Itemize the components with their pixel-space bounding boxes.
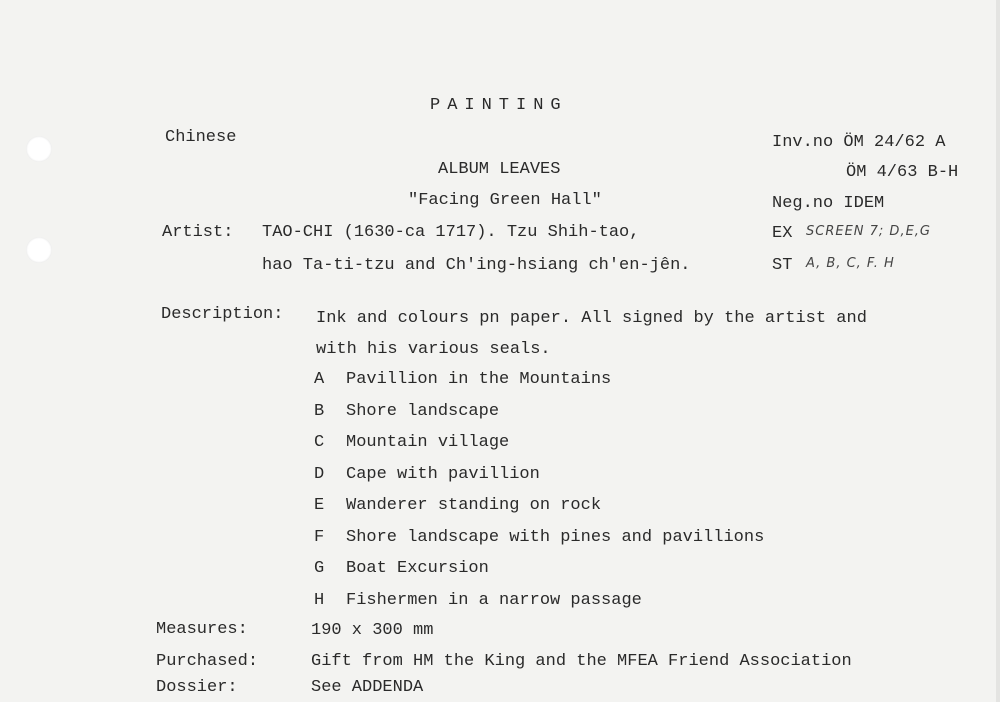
leaf-letter: E bbox=[314, 496, 325, 515]
punch-hole-top bbox=[26, 136, 52, 162]
artist-line-1: TAO-CHI (1630-ca 1717). Tzu Shih-tao, bbox=[262, 223, 640, 242]
st-label: ST bbox=[772, 256, 793, 275]
artist-label: Artist: bbox=[162, 223, 234, 242]
leaf-letter: G bbox=[314, 559, 325, 578]
inventory-number-1: Inv.no ÖM 24/62 A bbox=[772, 133, 946, 152]
leaf-title: Wanderer standing on rock bbox=[346, 496, 602, 515]
leaf-letter: D bbox=[314, 465, 325, 484]
leaf-title: Shore landscape bbox=[346, 402, 500, 421]
card-edge bbox=[996, 0, 1000, 702]
leaf-title: Pavillion in the Mountains bbox=[346, 370, 612, 389]
measures-value: 190 x 300 mm bbox=[311, 621, 434, 640]
description-line-1: Ink and colours pn paper. All signed by the artist and bbox=[316, 309, 867, 328]
leaf-letter: B bbox=[314, 402, 325, 421]
negative-number: Neg.no IDEM bbox=[772, 194, 885, 213]
ex-handwritten-note: SCREEN 7; D,E,G bbox=[806, 224, 931, 239]
dossier-label: Dossier: bbox=[156, 678, 238, 697]
leaf-letter: H bbox=[314, 591, 325, 610]
card-title: PAINTING bbox=[430, 96, 568, 115]
measures-label: Measures: bbox=[156, 620, 248, 639]
leaf-letter: A bbox=[314, 370, 325, 389]
leaf-title: Fishermen in a narrow passage bbox=[346, 591, 642, 610]
leaf-title: Mountain village bbox=[346, 433, 510, 452]
artist-line-2: hao Ta-ti-tzu and Ch'ing-hsiang ch'en-jên. bbox=[262, 256, 691, 275]
work-title: "Facing Green Hall" bbox=[408, 191, 602, 210]
ex-label: EX bbox=[772, 224, 793, 243]
punch-hole-bottom bbox=[26, 237, 52, 263]
description-label: Description: bbox=[161, 305, 284, 324]
leaf-letter: C bbox=[314, 433, 325, 452]
purchased-label: Purchased: bbox=[156, 652, 259, 671]
inventory-number-2: ÖM 4/63 B-H bbox=[846, 163, 959, 182]
album-subtitle: ALBUM LEAVES bbox=[438, 160, 561, 179]
dossier-value: See ADDENDA bbox=[311, 678, 424, 697]
leaf-title: Shore landscape with pines and pavillions bbox=[346, 528, 765, 547]
description-line-2: with his various seals. bbox=[316, 340, 551, 359]
leaf-letter: F bbox=[314, 528, 325, 547]
st-handwritten-note: A, B, C, F. H bbox=[806, 256, 895, 271]
origin-label: Chinese bbox=[165, 128, 237, 147]
leaf-title: Cape with pavillion bbox=[346, 465, 540, 484]
leaf-title: Boat Excursion bbox=[346, 559, 489, 578]
purchased-value: Gift from HM the King and the MFEA Friend Association bbox=[311, 652, 852, 671]
